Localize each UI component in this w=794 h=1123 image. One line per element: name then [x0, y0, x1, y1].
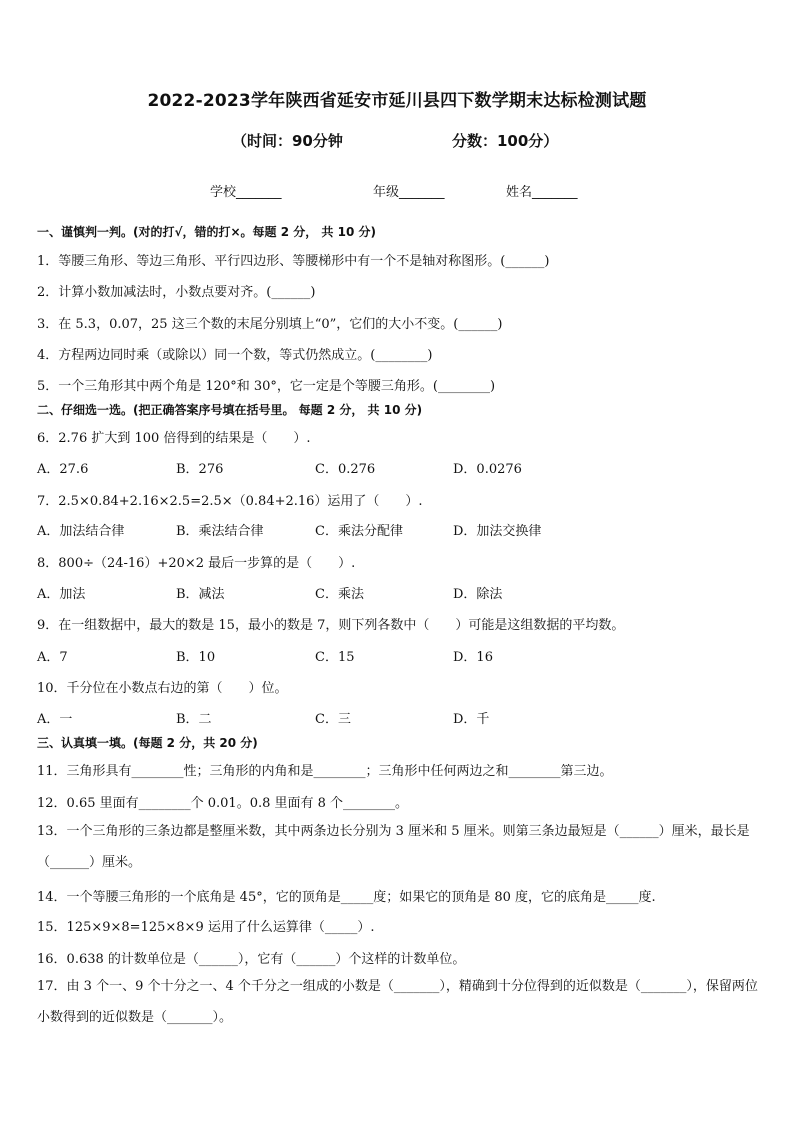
question-9: 9．在一组数据中，最大的数是 15，最小的数是 7，则下列各数中（ ）可能是这组数据的平均数。	[37, 618, 625, 633]
question-8: 8．800÷（24-16）+20×2 最后一步算的是（ ）.	[37, 556, 356, 571]
question-12: 12．0.65 里面有________个 0.01。0.8 里面有 8 个________。	[37, 796, 409, 811]
q10-option-a: A．一	[37, 712, 73, 727]
q10-option-c: C．三	[315, 712, 351, 727]
question-3: 3．在 5.3，0.07，25 这三个数的末尾分别填上“0”，它们的大小不变。(______)	[37, 317, 503, 332]
q10-option-b: B．二	[176, 712, 212, 727]
q10-option-d: D．千	[453, 712, 490, 727]
q8-option-b: B．减法	[176, 587, 225, 602]
question-5: 5．一个三角形其中两个角是 120°和 30°，它一定是个等腰三角形。(________)	[37, 379, 496, 394]
exam-score: 分数：100分）	[452, 132, 559, 150]
question-10: 10．千分位在小数点右边的第（ ）位。	[37, 681, 288, 696]
q8-option-c: C．乘法	[315, 587, 364, 602]
q8-option-a: A．加法	[37, 587, 86, 602]
section-3-heading: 三、认真填一填。(每题 2 分，共 20 分)	[37, 736, 258, 750]
q9-option-b: B．10	[176, 650, 216, 665]
q6-option-a: A．27.6	[37, 462, 89, 477]
question-16: 16．0.638 的计数单位是（______），它有（______）个这样的计数单位。	[37, 952, 466, 967]
section-2-heading: 二、仔细选一选。(把正确答案序号填在括号里。 每题 2 分， 共 10 分)	[37, 403, 423, 417]
name-field: 姓名_______	[506, 185, 578, 200]
question-11: 11．三角形具有________性；三角形的内角和是________；三角形中任何两边之和________第三边。	[37, 764, 613, 779]
question-14: 14．一个等腰三角形的一个底角是 45°，它的顶角是_____度；如果它的顶角是 80 度，它的底角是_____度.	[37, 890, 656, 905]
school-field: 学校_______	[210, 185, 282, 200]
question-1: 1．等腰三角形、等边三角形、平行四边形、等腰梯形中有一个不是轴对称图形。(______)	[37, 254, 550, 269]
q9-option-a: A．7	[37, 650, 68, 665]
q6-option-b: B．276	[176, 462, 224, 477]
grade-field: 年级_______	[373, 185, 445, 200]
question-13: 13．一个三角形的三条边都是整厘米数，其中两条边长分别为 3 厘米和 5 厘米。则第三条边最短是（______）厘米，最长是（______）厘米。	[37, 824, 750, 870]
question-15: 15．125×9×8=125×8×9 运用了什么运算律（_____）.	[37, 920, 375, 935]
q6-option-c: C．0.276	[315, 462, 376, 477]
q9-option-d: D．16	[453, 650, 493, 665]
q7-option-d: D．加法交换律	[453, 524, 542, 539]
question-2: 2．计算小数加减法时，小数点要对齐。(______)	[37, 285, 316, 300]
q7-option-a: A．加法结合律	[37, 524, 125, 539]
q7-option-b: B．乘法结合律	[176, 524, 264, 539]
page-title: 2022-2023学年陕西省延安市延川县四下数学期末达标检测试题	[147, 91, 647, 111]
q6-option-d: D．0.0276	[453, 462, 522, 477]
question-17: 17．由 3 个一、9 个十分之一、4 个千分之一组成的小数是（_______），精确到十分位得到的近似数是（_______），保留两位小数得到的近似数是（_______）。	[37, 979, 758, 1025]
q8-option-d: D．除法	[453, 587, 503, 602]
question-7: 7．2.5×0.84+2.16×2.5=2.5×（0.84+2.16）运用了（ ）.	[37, 494, 423, 509]
question-4: 4．方程两边同时乘（或除以）同一个数，等式仍然成立。(________)	[37, 348, 433, 363]
section-1-heading: 一、谨慎判一判。(对的打√，错的打×。每题 2 分， 共 10 分)	[37, 225, 376, 239]
q7-option-c: C．乘法分配律	[315, 524, 403, 539]
exam-time: （时间：90分钟	[232, 132, 343, 150]
q9-option-c: C．15	[315, 650, 355, 665]
question-6: 6．2.76 扩大到 100 倍得到的结果是（ ）.	[37, 431, 311, 446]
